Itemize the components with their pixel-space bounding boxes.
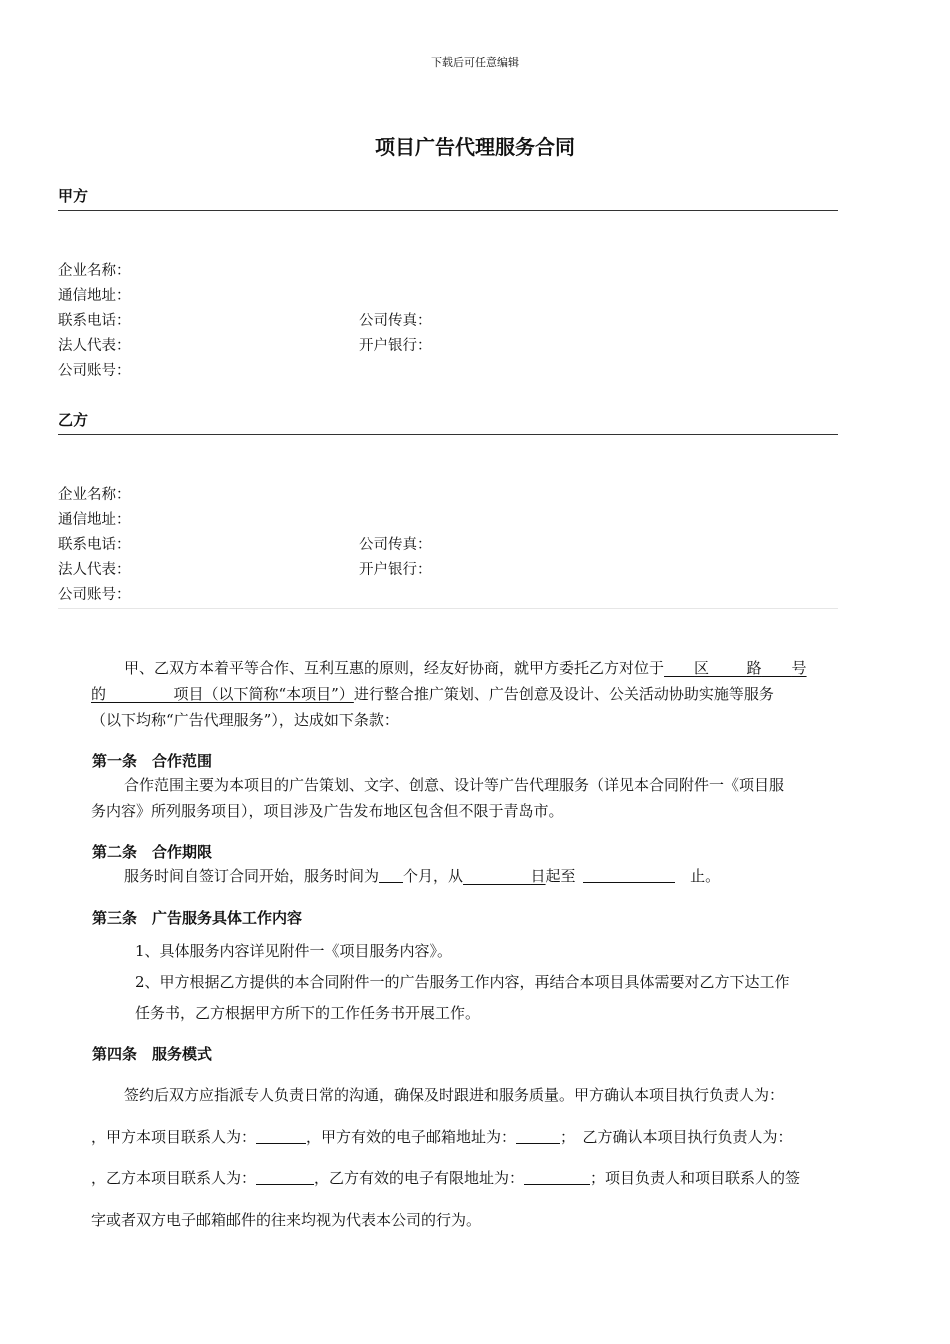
article-3-title: 第三条 广告服务具体工作内容: [92, 909, 303, 927]
party-a-fax: 公司传真：: [359, 313, 432, 329]
party-b-divider: [58, 434, 838, 435]
party-b-fax: 公司传真：: [359, 537, 432, 553]
contact-text: ，甲方有效的电子邮箱地址为：: [306, 1128, 517, 1146]
party-a-address: 通信地址：: [58, 288, 131, 304]
article-4-line-4: 字或者双方电子邮箱邮件的往来均视为代表本公司的行为。: [91, 1211, 482, 1229]
party-b-account: 公司账号：: [58, 587, 131, 603]
intro-line-2: [91, 683, 774, 704]
contact-text: ，乙方有效的电子有限地址为：: [314, 1169, 525, 1187]
party-b-contact-blank: [256, 1170, 314, 1185]
article-3-item-1: 1、具体服务内容详见附件一《项目服务内容》。: [135, 942, 453, 960]
project-label: 项目（以下简称“本项目”）: [173, 685, 354, 703]
party-a-account: 公司账号：: [58, 363, 131, 379]
contact-text: ，乙方本项目联系人为：: [91, 1169, 257, 1187]
party-a-contact-blank: [256, 1129, 306, 1144]
start-date-blank: [463, 867, 546, 885]
end-date-blank: [583, 868, 675, 883]
intro-line-3: （以下均称“广告代理服务”），达成如下条款：: [91, 711, 399, 729]
party-a-divider: [58, 210, 838, 211]
project-name-blank: [91, 685, 354, 703]
page-header-note: 下载后可任意编辑: [431, 56, 519, 69]
intro-text: 进行整合推广策划、广告创意及设计、公关活动协助实施等服务: [353, 685, 774, 703]
article-1-title: 第一条 合作范围: [92, 752, 213, 770]
article-4-line-1: 签约后双方应指派专人负责日常的沟通，确保及时跟进和服务质量。甲方确认本项目执行负责人为：: [124, 1086, 785, 1104]
service-period-text: 服务时间自签订合同开始，服务时间为: [124, 867, 380, 885]
intro-line-1: [124, 657, 807, 678]
party-a-company-name: 企业名称：: [58, 263, 131, 279]
day-label: 日: [530, 867, 546, 885]
service-period-text: 个月，从: [403, 867, 464, 885]
article-4-line-2: [91, 1126, 793, 1147]
project-location-blank: [664, 659, 807, 677]
article-2-title: 第二条 合作期限: [92, 843, 213, 861]
article-1-line-2: 务内容》所列服务项目），项目涉及广告发布地区包含但不限于青岛市。: [91, 802, 564, 820]
article-4-title: 第四条 服务模式: [92, 1045, 213, 1063]
party-b-address: 通信地址：: [58, 512, 131, 528]
party-b-email-blank: [524, 1170, 590, 1185]
party-b-phone: 联系电话：: [58, 537, 131, 553]
service-period-text: 止。: [690, 867, 721, 885]
intro-text: 甲、乙双方本着平等合作、互利互惠的原则，经友好协商，就甲方委托乙方对位于: [124, 659, 665, 677]
contact-text: ，甲方本项目联系人为：: [91, 1128, 257, 1146]
party-a-heading: 甲方: [58, 187, 89, 205]
party-b-bank: 开户银行：: [359, 562, 432, 578]
of-label: 的: [91, 685, 107, 703]
party-b-company-name: 企业名称：: [58, 487, 131, 503]
road-label: 路: [746, 659, 762, 677]
contact-text: ；项目负责人和项目联系人的签: [590, 1169, 801, 1187]
party-a-email-blank: [516, 1129, 560, 1144]
party-b-heading: 乙方: [58, 411, 89, 429]
article-1-line-1: 合作范围主要为本项目的广告策划、文字、创意、设计等广告代理服务（详见本合同附件一《项目服: [124, 776, 785, 794]
article-3-item-2-cont: 任务书，乙方根据甲方所下的工作任务书开展工作。: [135, 1004, 481, 1022]
party-a-legal-rep: 法人代表：: [58, 338, 131, 354]
party-b-bottom-divider: [58, 608, 838, 609]
contact-text: ； 乙方确认本项目执行负责人为：: [560, 1128, 793, 1146]
district-label: 区: [694, 659, 710, 677]
article-4-line-3: [91, 1167, 800, 1188]
service-period-text: 起至: [545, 867, 576, 885]
article-2-line: [124, 865, 720, 886]
article-3-item-2: 2、甲方根据乙方提供的本合同附件一的广告服务工作内容，再结合本项目具体需要对乙方下达工作: [135, 973, 790, 991]
party-a-phone: 联系电话：: [58, 313, 131, 329]
months-blank: [379, 868, 403, 883]
document-title: 项目广告代理服务合同: [375, 135, 575, 159]
number-label: 号: [791, 659, 807, 677]
party-b-legal-rep: 法人代表：: [58, 562, 131, 578]
party-a-bank: 开户银行：: [359, 338, 432, 354]
